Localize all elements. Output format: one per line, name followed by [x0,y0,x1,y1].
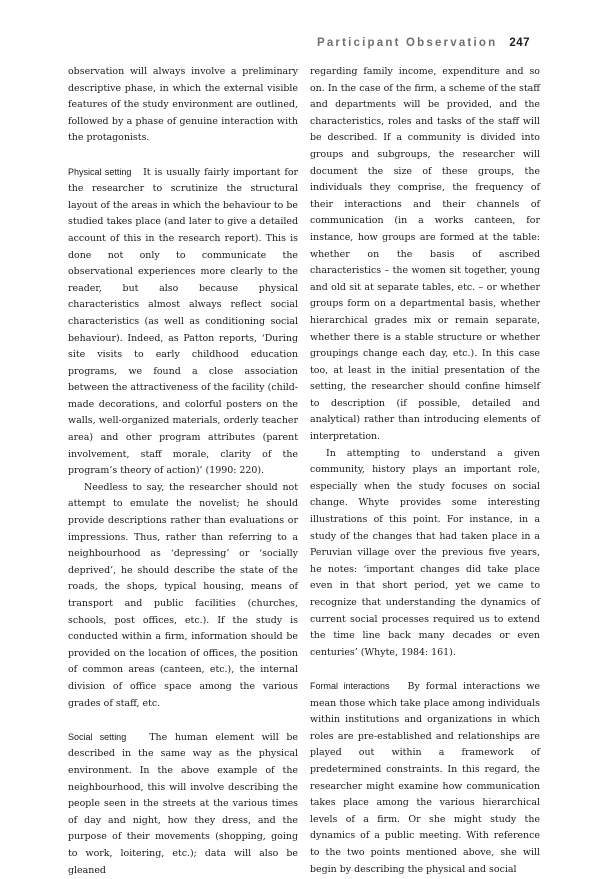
running-title: Participant Observation [316,37,498,49]
formal-interactions-text: By formal interactions we mean those which take place among individuals within institutions and organizations in which roles are pre-established and relationships are played out within a framework of predetermined constraints. In this regard, the researcher might examine how communication takes place among the various hierarchical levels of a firm. Or she might study the dynamics of a public meeting. With reference to the two points mentioned above, she will begin by describing the physical and social [310,680,541,875]
paragraph-family-income: regarding family income, expenditure and so on. In the case of the firm, a scheme of the staff and departments will be provided, and the characteristics, roles and tasks of the staff will be described. If a community is divided into groups and subgroups, the researcher will document the size of these groups, the individuals they comprise, the frequency of their interactions and their channels of communication (in a works canteen, for instance, how groups are formed at the table: whether on the basis of ascribed characteristics – the women sit together, young and old sit at separate tables, etc. – or whether groups form on a departmental basis, whether hierarchical grades mix or remain separate, whether there is a stable structure or whether groupings change each day, etc.). In this case too, at least in the initial presentation of the setting, the researcher should confine himself to description (if possible, detailed and analytical) rather than introducing elements of interpretation. [310,66,540,443]
physical-setting-text: It is usually fairly important for the researcher to scrutinize the structural layout of the areas in which the behaviour to be studied takes place (and later to give a detailed account of this in the research report). This is done not only to communicate the observational experiences more clearly to the reader, but also because physical characteristics almost always reflect social characteristics (as well as conditioning social behaviour). Indeed, as Patton reports, ‘During site visits to early childhood education programs, we found a close association between the attractiveness of the facility (child-made decorations, and colorful posters on the walls, well-organized materials, orderly teacher area) and other program attributes (parent involvement, staff morale, clarity of the program’s theory of action)’ (1990: 220). [68,166,299,477]
left-column [68,64,298,879]
paragraph-observation-intro: observation will always involve a preliminary descriptive phase, in which the external visible features of the study environment are outlined, followed by a phase of genuine interaction with the protagonists. [68,66,298,144]
paragraph-descriptions: Needless to say, the researcher should not attempt to emulate the novelist; he should provide descriptions rather than evaluations or impressions. Thus, rather than referring to a neighbourhood as ‘depressing’ or ‘socially deprived’, he should describe the state of the roads, the shops, typical housing, means of transport and public facilities (churches, schools, post offices, etc.). If the study is conducted within a firm, information should be provided on the location of offices, the position of common areas (canteen, etc.), the internal division of office space among the various grades of staff, etc. [68,481,298,709]
subheading-social-setting: Social setting [68,731,127,742]
running-header [317,37,530,57]
subheading-formal-interactions: Formal interactions [310,680,390,691]
paragraph-formal-interactions [310,678,540,878]
social-setting-text: The human element will be described in the same way as the physical environment. In the above example of the neighbourhood, this will involve describing the people seen in the streets at the various times of day and night, how they dress, and the purpose of their movements (shopping, going to work, loitering, etc.); data will also be gleaned [68,731,299,876]
paragraph-history: In attempting to understand a given community, history plays an important role, especially when the study focuses on social change. Whyte provides some interesting illustrations of this point. For instance, in a study of the changes that had taken place in a Peruvian village over the previous five years, he notes: ‘important changes did take place even in that short period, yet we came to recognize that understanding the dynamics of current social processes required us to extend the time line back many decades or even centuries’ (Whyte, 1984: 161). [310,447,540,658]
right-column [310,64,540,878]
paragraph-physical-setting [68,164,298,480]
page-number: 247 [509,37,530,49]
subheading-physical-setting: Physical setting [68,166,132,177]
paragraph-social-setting [68,729,298,879]
